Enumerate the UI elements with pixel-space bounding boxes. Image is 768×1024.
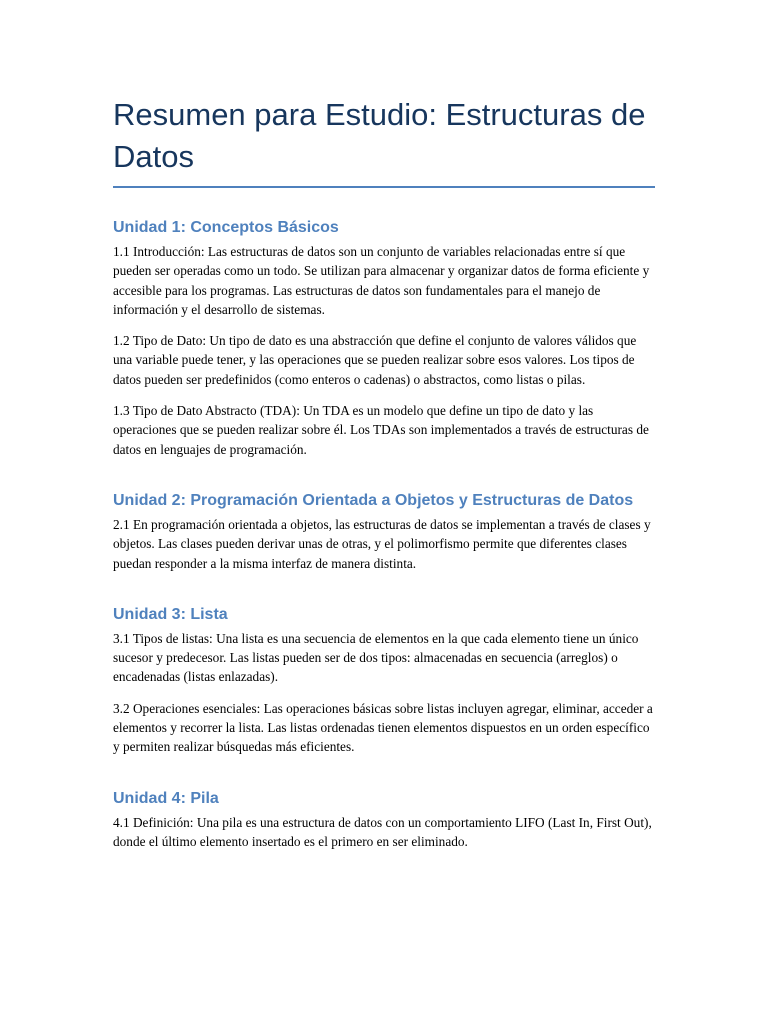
section-unidad-2 <box>113 491 655 573</box>
paragraph: 1.2 Tipo de Dato: Un tipo de dato es una abstracción que define el conjunto de valores válidos que una variable puede tener, y las operaciones que se pueden realizar sobre esos valores. Los tipos de datos pueden ser predefinidos (como enteros o cadenas) o abstractos, como listas o pilas. <box>113 333 637 387</box>
paragraph: 1.3 Tipo de Dato Abstracto (TDA): Un TDA es un modelo que define un tipo de dato y las operaciones que se pueden realizar sobre él. Los TDAs son implementados a través de estructuras de datos en lenguajes de programación. <box>113 403 649 457</box>
section-heading: Unidad 1: Conceptos Básicos <box>113 219 339 236</box>
section-unidad-1 <box>113 218 655 459</box>
section-heading: Unidad 2: Programación Orientada a Objetos y Estructuras de Datos <box>113 491 634 509</box>
section-unidad-4 <box>113 789 655 852</box>
section-heading: Unidad 3: Lista <box>113 605 228 623</box>
section-unidad-3 <box>113 605 655 757</box>
document-title: Resumen para Estudio: Estructuras de Datos <box>113 90 655 188</box>
section-heading: Unidad 4: Pila <box>113 789 219 807</box>
paragraph: 3.1 Tipos de listas: Una lista es una secuencia de elementos en la que cada elemento tiene un único sucesor y predecesor. Las listas pueden ser de dos tipos: almacenadas en secuencia (arreglos) o encadenadas (listas enlazadas). <box>113 630 639 685</box>
paragraph: 3.2 Operaciones esenciales: Las operaciones básicas sobre listas incluyen agregar, eliminar, acceder a elementos y recorrer la lista. Las listas ordenadas tienen elementos dispuestos en un orden específico y permiten realizar búsquedas más eficientes. <box>113 700 653 755</box>
paragraph: 2.1 En programación orientada a objetos, las estructuras de datos se implementan a través de clases y objetos. Las clases pueden derivar unas de otras, y el polimorfismo permite que diferentes clases puedan responder a la misma interfaz de manera distinta. <box>113 516 651 571</box>
paragraph: 1.1 Introducción: Las estructuras de datos son un conjunto de variables relacionadas entre sí que pueden ser operadas como un todo. Se utilizan para almacenar y organizar datos de forma eficiente y accesible para los programas. Las estructuras de datos son fundamentales para el manejo de información y el desarrollo de sistemas. <box>113 244 650 317</box>
paragraph: 4.1 Definición: Una pila es una estructura de datos con un comportamiento LIFO (Last In, First Out), donde el último elemento insertado es el primero en ser eliminado. <box>113 814 652 849</box>
